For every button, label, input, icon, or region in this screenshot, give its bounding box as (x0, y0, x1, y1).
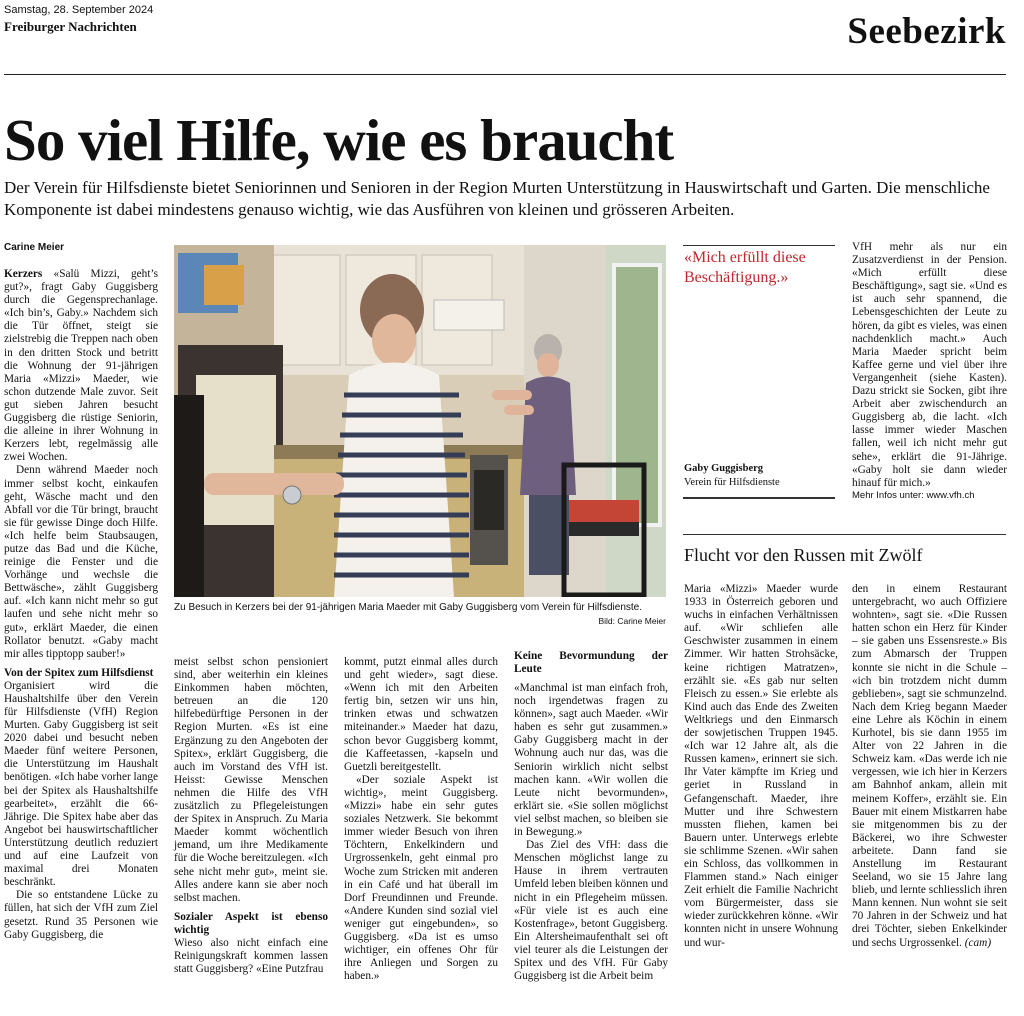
article-photo (174, 245, 666, 597)
paragraph: «Salü Mizzi, geht’s gut?», fragt Gaby Guggisberg durch die Gegensprechanlage. «Ich bin’s, Gaby.» Nachdem sich die Tür öffnet, steigt sie zielstrebig die Treppen nach oben in den dritten Stock und betritt die Wohnung der 91-jährigen Maria «Mizzi» Maeder, wie schon dutzende Male zuvor. Seit gut sieben Jahren besucht Guggisberg die rüstige Seniorin, die alleine in ihrer Wohnung in Kerzers lebt, regelmässig alle zwei Wochen. (4, 268, 158, 464)
dateline-place: Kerzers (4, 268, 43, 280)
paragraph: Wieso also nicht einfach eine Reinigungskraft kommen lassen statt Guggisberg? «Eine Putzfrau (174, 936, 328, 975)
quote-author: Gaby Guggisberg (684, 463, 764, 474)
box-column-1 (684, 583, 838, 950)
quote-divider (683, 245, 835, 246)
paragraph: meist selbst schon pensioniert sind, aber weiterhin ein kleines Einkommen haben möchten, betreuen an die 120 hilfebedürftige Personen in der Region Murten. «Es ist eine Ergänzung zu den Angeboten der Spitex», erklärt Guggisberg, die auch im Vorstand des VfH ist. Heisst: Gewisse Menschen nehmen die Hilfe des VfH zusätzlich zu Pflegeleistungen der Spitex in Anspruch. Zu Maria Maeder kommt wöchentlich jemand, um ihre Medikamente für die Woche bereitzulegen. «Ich sehe nicht mehr gut», meint sie. Alles andere kann sie aber noch selbst machen. (174, 656, 328, 904)
section-title: Seebezirk (847, 11, 1006, 52)
paragraph: den in einem Restaurant untergebracht, wo auch Offiziere wohnten», sagt sie. «Die Russen hatten schon ein Herz für Kinder – sie gaben uns Essensreste.» Bis zum Abmarsch der Truppen konnte sie nicht in die Schule – «ich bin trotzdem nicht dumm geblieben», sagt sie schmunzelnd. Nach dem Krieg begann Maeder eine Lehre als Köchin in einem Kurhotel, bis sie dann 1955 im Alter von 22 Jahren in die Schweiz kam. «Das werde ich nie vergessen, wie ich hier in Kerzers am Bahnhof ankam, allein mit meinem Koffer», erzählt sie. Ein Bauer mit einem Mistkarren habe sie mitgenommen bis zu der Bäckerei, wo ihre Schwester arbeitete. Dann fand sie Anstellung im Restaurant Seeland, wo sie 15 Jahre lang blieb, und lernte schliesslich ihren Mann kennen. Nun wohnt sie seit 70 Jahren in der Schweiz und hat drei Töchter, sieben Enkelkinder und sechs Urgrossenkel. (852, 583, 1007, 949)
paragraph: Die so entstandene Lücke zu füllen, hat sich der VfH zum Ziel gesetzt. Rund 35 Personen wie Gaby Guggisberg, die (4, 889, 158, 941)
subheading: Keine Bevormundung der Leute (514, 650, 668, 675)
photo-caption: Zu Besuch in Kerzers bei der 91-jährigen Maria Maeder mit Gaby Guggisberg vom Verein für Hilfsdienste. (174, 602, 642, 613)
article-column-5 (852, 241, 1007, 490)
photo-credit: Bild: Carine Meier (598, 616, 666, 626)
paragraph: «Der soziale Aspekt ist wichtig», meint Guggisberg. «Mizzi» habe ein sehr gutes soziales Netzwerk. Sie bekommt immer wieder Besuch von ihren Töchtern, Enkelkindern und Urgrossenkeln, geht einmal pro Woche zum Stricken mit anderen in ein Café und hat überall im Dorf Freundinnen und Freunde. «Andere Kunden sind sozial viel weniger gut eingebunden», so Guggisberg. «Da ist es umso wichtiger, ein offenes Ohr für ihre Anliegen und Sorgen zu haben.» (344, 773, 498, 983)
quote-author-role: Verein für Hilfsdienste (684, 477, 780, 488)
headline: So viel Hilfe, wie es braucht (4, 107, 674, 173)
author-initials: (cam) (964, 936, 992, 949)
paragraph: VfH mehr als nur ein Zusatzverdienst in der Pension. «Mich erfüllt diese Beschäftigung», sagt sie. «Und es ist auch sehr spannend, die Lebensgeschichten der Leute zu hören, da gibt es vieles, was einen nachdenklich macht.» Auch Maria Maeder spricht beim Kaffee gerne und viel über ihre Vergangenheit (siehe Kasten). Dazu strickt sie Socken, gibt ihre Arbeit aber zwischendurch an Guggisberg ab, die lacht. «Ich lasse immer wieder Maschen fallen, weil ich nicht mehr gut sehe», erklärt die 91-Jährige. «Gaby holt sie dann wieder hinauf für mich.» (852, 241, 1007, 489)
article-column-1 (4, 268, 158, 942)
paragraph: Organisiert wird die Haushaltshilfe über den Verein für Hilfsdienste (VfH) Region Murten. Gaby Guggisberg ist seit 2020 dabei und besucht neben Maeder fünf weitere Personen, die Unterstützung im Haushalt benötigen. «Ich habe vorher lange bei der Spitex als Haushaltshilfe gearbeitet», erzählt die 66-Jährige. Die Spitex habe aber das Angebot bei hauswirtschaftlicher Unterstützung deutlich reduziert und auf eine Laufzeit von maximal drei Monaten beschränkt. (4, 679, 159, 889)
box-column-2 (852, 583, 1007, 950)
masthead-date: Samstag, 28. September 2024 (4, 4, 154, 16)
paragraph: «Manchmal ist man einfach froh, noch irgendetwas fragen zu können», sagt auch Maeder. «Wir haben es sehr gut zusammen.» Gaby Guggisberg macht in der Wohnung auch nur das, was die Seniorin wirklich nicht selbst machen kann. «Wir wollen die Leute nicht bevormunden», erklärt sie. «Sie sollen möglichst viel selbst machen, so bleiben sie in Bewegung.» (514, 682, 668, 839)
pull-quote: «Mich erfüllt diese Beschäftigung.» (684, 249, 806, 286)
article-column-4 (514, 650, 668, 983)
author-byline: Carine Meier (4, 242, 65, 253)
more-info-link[interactable]: Mehr Infos unter: www.vfh.ch (852, 490, 975, 501)
paragraph: kommt, putzt einmal alles durch und geht wieder», sagt diese. «Wenn ich mit den Arbeiten fertig bin, setzen wir uns hin, trinken etwas und schwatzen miteinander.» Maeder hat dazu, schon bevor Guggisberg kommt, die Kaffeetassen, -kapseln und Guetzli bereitgestellt. (344, 656, 498, 773)
subheading: Sozialer Aspekt ist ebenso wichtig (174, 910, 328, 936)
newspaper-name: Freiburger Nachrichten (4, 19, 137, 34)
lead-paragraph: Der Verein für Hilfsdienste bietet Seniorinnen und Senioren in der Region Murten Unterstützung in Hauswirtschaft und Garten. Die menschliche Komponente ist dabei mindestens genauso wichtig, wie das Ausführen von kleinen und grösseren Arbeiten. (4, 178, 990, 219)
quote-divider (683, 497, 835, 499)
kitchen-photo-illustration (174, 245, 666, 597)
masthead-divider (4, 74, 1006, 75)
paragraph: Das Ziel des VfH: dass die Menschen möglichst lange zu Hause in ihrem vertrauten Umfeld leben bleiben können und nicht in ein Pflegeheim müssen. «Für viele ist es auch eine Kostenfrage», betont Guggisberg. Ein Altersheimaufenthalt sei oft viel teurer als die Leistungen der Spitex und des VfH. Für Gaby Guggisberg ist die Arbeit beim (514, 839, 668, 983)
subheading: Von der Spitex zum Hilfsdienst (4, 666, 154, 679)
box-divider (683, 534, 1006, 535)
article-column-3 (344, 656, 498, 983)
paragraph: Maria «Mizzi» Maeder wurde 1933 in Österreich geboren und wuchs in einfachen Verhältnissen auf. «Wir schliefen alle Geschwister zusammen in einem Zimmer. Wir hatten Strohsäcke, keine richtigen Matratzen», erzählt sie. «Es gab nur selten Fleisch zu essen.» Sie erlebte als Kind auch das Ende des Zweiten Weltkriegs und den Einmarsch der sowjetischen Truppen 1945. «Ich war 12 Jahre alt, als die Russen kamen», erinnert sie sich. Ihr Vater kämpfte im Krieg und geriet in Russland in Gefangenschaft. Maeder, ihre Mutter und ihre Schwestern mussten fliehen, kamen bei Bauern unter. Unterwegs erlebte sie schlimme Szenen. «Wir sahen ein Schloss, das vollkommen in Flammen stand.» Nach einiger Zeit erhielt die Familie Nachricht vom Bürgermeister, dass sie wieder zurückkehren könne. «Wir konnten nicht in unsere Wohnung und wur- (684, 583, 838, 949)
paragraph: Denn während Maeder noch immer selbst kocht, einkaufen geht, Wäsche macht und den Abfall vor die Tür bringt, braucht sie für gewisse Dinge doch Hilfe. «Ich helfe beim Staubsaugen, putze das Bad und die Küche, reinige die Fenster und die Vorhänge und wechsle die Bettwäsche», zählt Guggisberg auf. «Ich kann nicht mehr so gut laufen und sehe nicht mehr so gut», erklärt Maeder, die einen Rollator benutzt. «Gaby macht mir alles tipptopp sauber!» (4, 464, 158, 660)
box-title: Flucht vor den Russen mit Zwölf (684, 545, 923, 565)
article-column-2 (174, 656, 328, 976)
